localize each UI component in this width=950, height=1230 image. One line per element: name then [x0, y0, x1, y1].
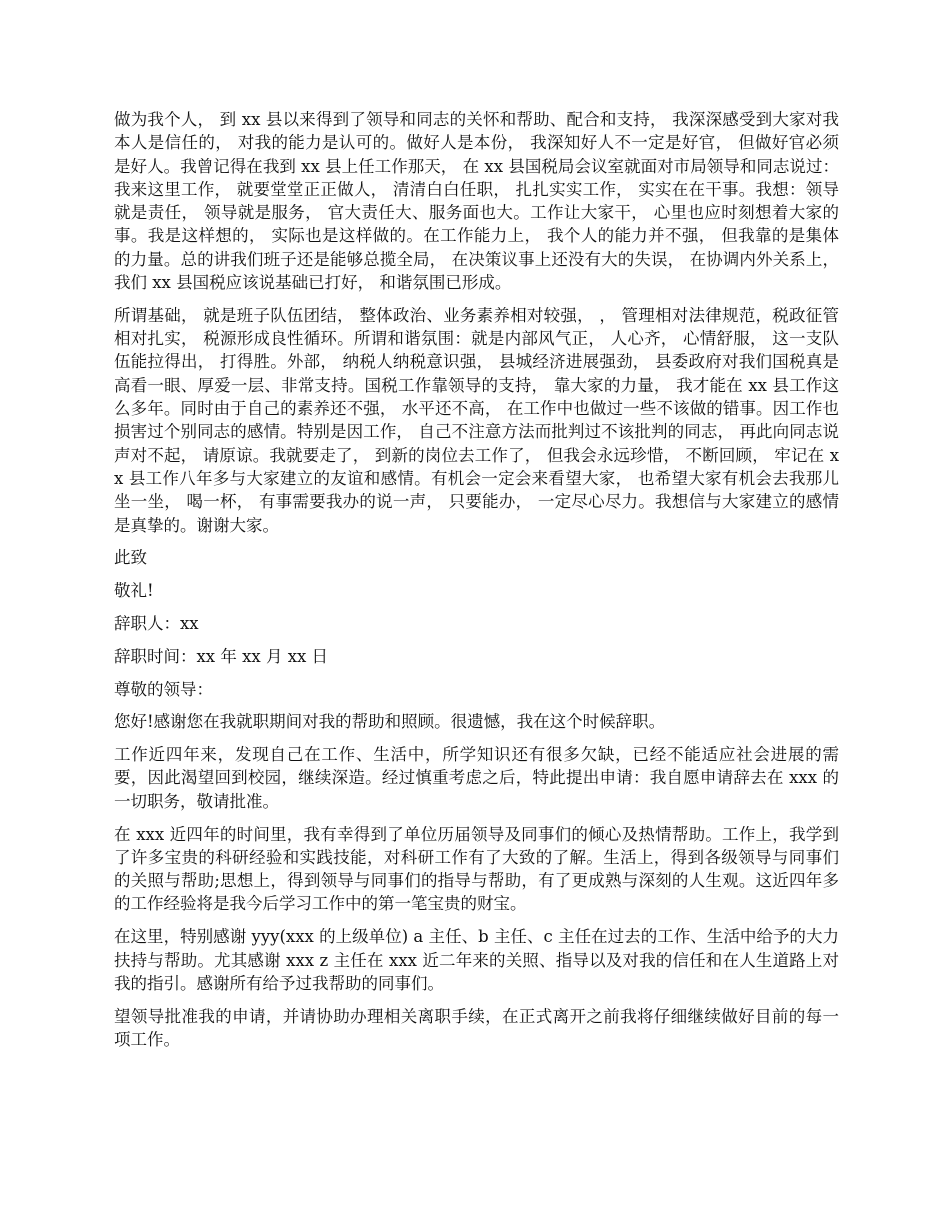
closing-salutation: 此致	[114, 548, 147, 568]
paragraph-farewell-body: 所谓基础， 就是班子队伍团结， 整体政治、业务素养相对较强， ， 管理相对法律规范，税政征管相对扎实， 税源形成良性循环。所谓和谐氛围：就是内部风气正， 人心齐， 心情舒服， 这一支队伍能拉得出， 打得胜。外部， 纳税人纳税意识强， 县城经济进展强劲， 县委政府对我们国税真是高看一眼、厚爱一层、非常支持。国税工作靠领导的支持， 靠大家的力量， 我才能在 xx 县工作这么多年。同时由于自己的素养还不强， 水平还不高， 在工作中也做过一些不该做的错事。因工作也损害过个别同志的感情。特别是因工作， 自己不注意方法而批判过不该批判的同志， 再此向同志说声对不起， 请原谅。我就要走了， 到新的岗位去工作了， 但我会永远珍惜， 不断回顾， 牢记在 xx 县工作八年多与大家建立的友谊和感情。有机会一定会来看望大家， 也希望大家有机会去我那儿坐一坐， 喝一杯， 有事需要我办的说一声， 只要能办， 一定尽心尽力。我想信与大家建立的感情是真挚的。谢谢大家。	[114, 305, 839, 535]
paragraph-gratitude: 在 xxx 近四年的时间里，我有幸得到了单位历届领导及同事们的倾心及热情帮助。工作上，我学到了许多宝贵的科研经验和实践技能，对科研工作有了大致的了解。生活上，得到各级领导与同事们的关照与帮助;思想上，得到领导与同事们的指导与帮助，有了更成熟与深刻的人生观。这近四年多的工作经验将是我今后学习工作中的第一笔宝贵的财宝。	[114, 824, 839, 914]
paragraph-request: 望领导批准我的申请，并请协助办理相关离职手续，在正式离开之前我将仔细继续做好目前的每一项工作。	[114, 1006, 839, 1049]
closing-respect: 敬礼!	[114, 581, 154, 601]
paragraph-thanks: 在这里，特别感谢 yyy(xxx 的上级单位) a 主任、b 主任、c 主任在过去的工作、生活中给予的大力扶持与帮助。尤其感谢 xxx z 主任在 xxx 近二年来的关照、指导以及对我的信任和在人生道路上对我的指引。感谢所有给予过我帮助的同事们。	[114, 927, 839, 993]
resigner-name: 辞职人：xx	[114, 613, 199, 633]
letter-greeting: 尊敬的领导：	[114, 679, 213, 699]
paragraph-farewell-intro: 做为我个人， 到 xx 县以来得到了领导和同志的关怀和帮助、配合和支持， 我深深感受到大家对我本人是信任的， 对我的能力是认可的。做好人是本份， 我深知好人不一定是好官， 但做好官必须是好人。我曾记得在我到 xx 县上任工作那天， 在 xx 县国税局会议室就面对市局领导和同志说过：我来这里工作， 就要堂堂正正做人， 清清白白任职， 扎扎实实工作， 实实在在干事。我想：领导就是责任， 领导就是服务， 官大责任大、服务面也大。工作让大家干， 心里也应时刻想着大家的事。我是这样想的， 实际也是这样做的。在工作能力上， 我个人的能力并不强， 但我靠的是集体的力量。总的讲我们班子还是能够总揽全局， 在决策议事上还没有大的失误， 在协调内外关系上， 我们 xx 县国税应该说基础已打好， 和谐氛围已形成。	[114, 110, 839, 293]
letter-opening: 您好!感谢您在我就职期间对我的帮助和照顾。很遗憾，我在这个时候辞职。	[114, 712, 666, 732]
document-body	[114, 108, 839, 1061]
resignation-date: 辞职时间：xx 年 xx 月 xx 日	[114, 646, 329, 666]
paragraph-reason: 工作近四年来，发现自己在工作、生活中，所学知识还有很多欠缺，已经不能适应社会进展的需要，因此渴望回到校园，继续深造。经过慎重考虑之后，特此提出申请：我自愿申请辞去在 xxx 的一切职务，敬请批准。	[114, 745, 839, 811]
